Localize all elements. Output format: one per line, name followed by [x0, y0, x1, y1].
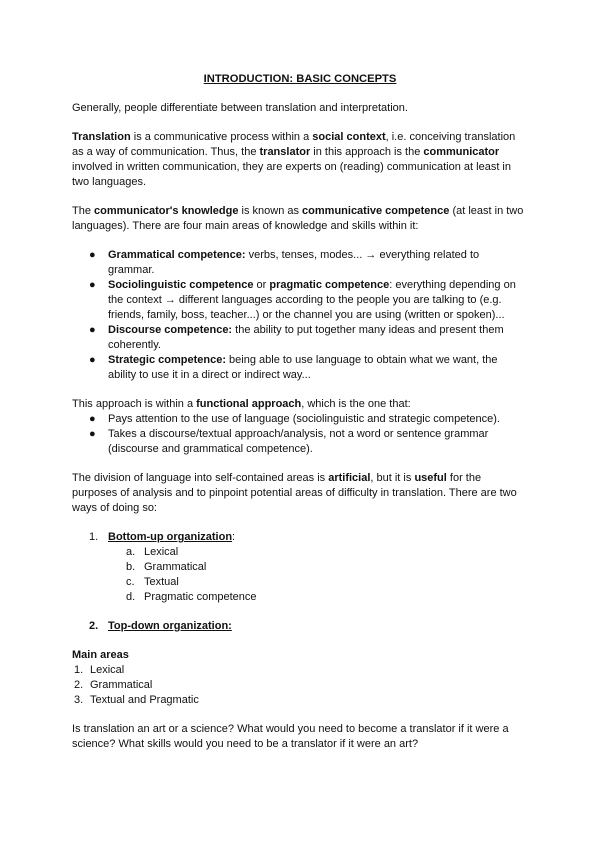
functional-intro: This approach is within a functional approach, which is the one that: [72, 398, 411, 410]
list-item: ● Grammatical competence: verbs, tenses, modes... → everything related to grammar. [89, 249, 480, 276]
bullet-icon: ● [89, 354, 96, 366]
question-paragraph: Is translation an art or a science? What would you need to become a translator if it were a science? What skills would you need to be a translator if it were an art? [72, 723, 509, 750]
bullet-icon: ● [89, 428, 96, 440]
functional-list [72, 412, 528, 457]
list-item: d. Pragmatic competence [126, 591, 257, 603]
list-item: ● Strategic competence: being able to use language to obtain what we want, the ability to use it in a direct or indirect way... [89, 354, 498, 381]
bullet-icon: ● [89, 279, 96, 291]
list-item: ● Discourse competence: the ability to put together many ideas and present them coherently. [89, 324, 504, 351]
bullet-icon: ● [89, 249, 96, 261]
list-item-bottom-up: 1. Bottom-up organization: a. Lexical b. Grammatical c. Textual d. Pragmatic competence [72, 530, 528, 605]
list-item: 1. Lexical [74, 664, 125, 676]
list-item: 3. Textual and Pragmatic [74, 694, 199, 706]
bullet-icon: ● [89, 413, 96, 425]
list-item: b. Grammatical [126, 561, 207, 573]
spacer [72, 605, 528, 619]
document-page [72, 72, 528, 766]
intro-paragraph: Generally, people differentiate between translation and interpretation. [72, 102, 408, 114]
main-areas-list [72, 663, 528, 708]
list-item-top-down: 2. Top-down organization: [89, 620, 232, 632]
organization-list [72, 530, 528, 634]
list-item: ● Sociolinguistic competence or pragmatic competence: everything depending on the context → different languages according to the people you are talking to (e.g. friends, family, boss, teacher...) or the channel you are using (written or spoken)... [89, 279, 516, 321]
list-item: c. Textual [126, 576, 179, 588]
competences-list [72, 248, 528, 383]
list-item: a. Lexical [126, 546, 179, 558]
knowledge-paragraph: The communicator's knowledge is known as communicative competence (at least in two languages). There are four main areas of knowledge and skills within it: [72, 205, 524, 232]
list-item: 2. Grammatical [74, 679, 153, 691]
page-title: INTRODUCTION: BASIC CONCEPTS [203, 73, 397, 85]
division-paragraph: The division of language into self-contained areas is artificial, but it is useful for the purposes of analysis and to pinpoint potential areas of difficulty in translation. There are two ways of doing so: [72, 472, 517, 514]
list-item: ● Takes a discourse/textual approach/analysis, not a word or sentence grammar (discourse and grammatical competence). [89, 428, 489, 455]
main-areas-heading: Main areas [72, 649, 129, 661]
translation-paragraph: Translation is a communicative process within a social context, i.e. conceiving translation as a way of communication. Thus, the translator in this approach is the communicator involved in written communication, they are experts on (reading) communication at least in two languages. [72, 131, 516, 188]
list-item: ● Pays attention to the use of language (sociolinguistic and strategic competence). [89, 413, 500, 425]
bullet-icon: ● [89, 324, 96, 336]
bottom-up-sublist [72, 545, 528, 605]
